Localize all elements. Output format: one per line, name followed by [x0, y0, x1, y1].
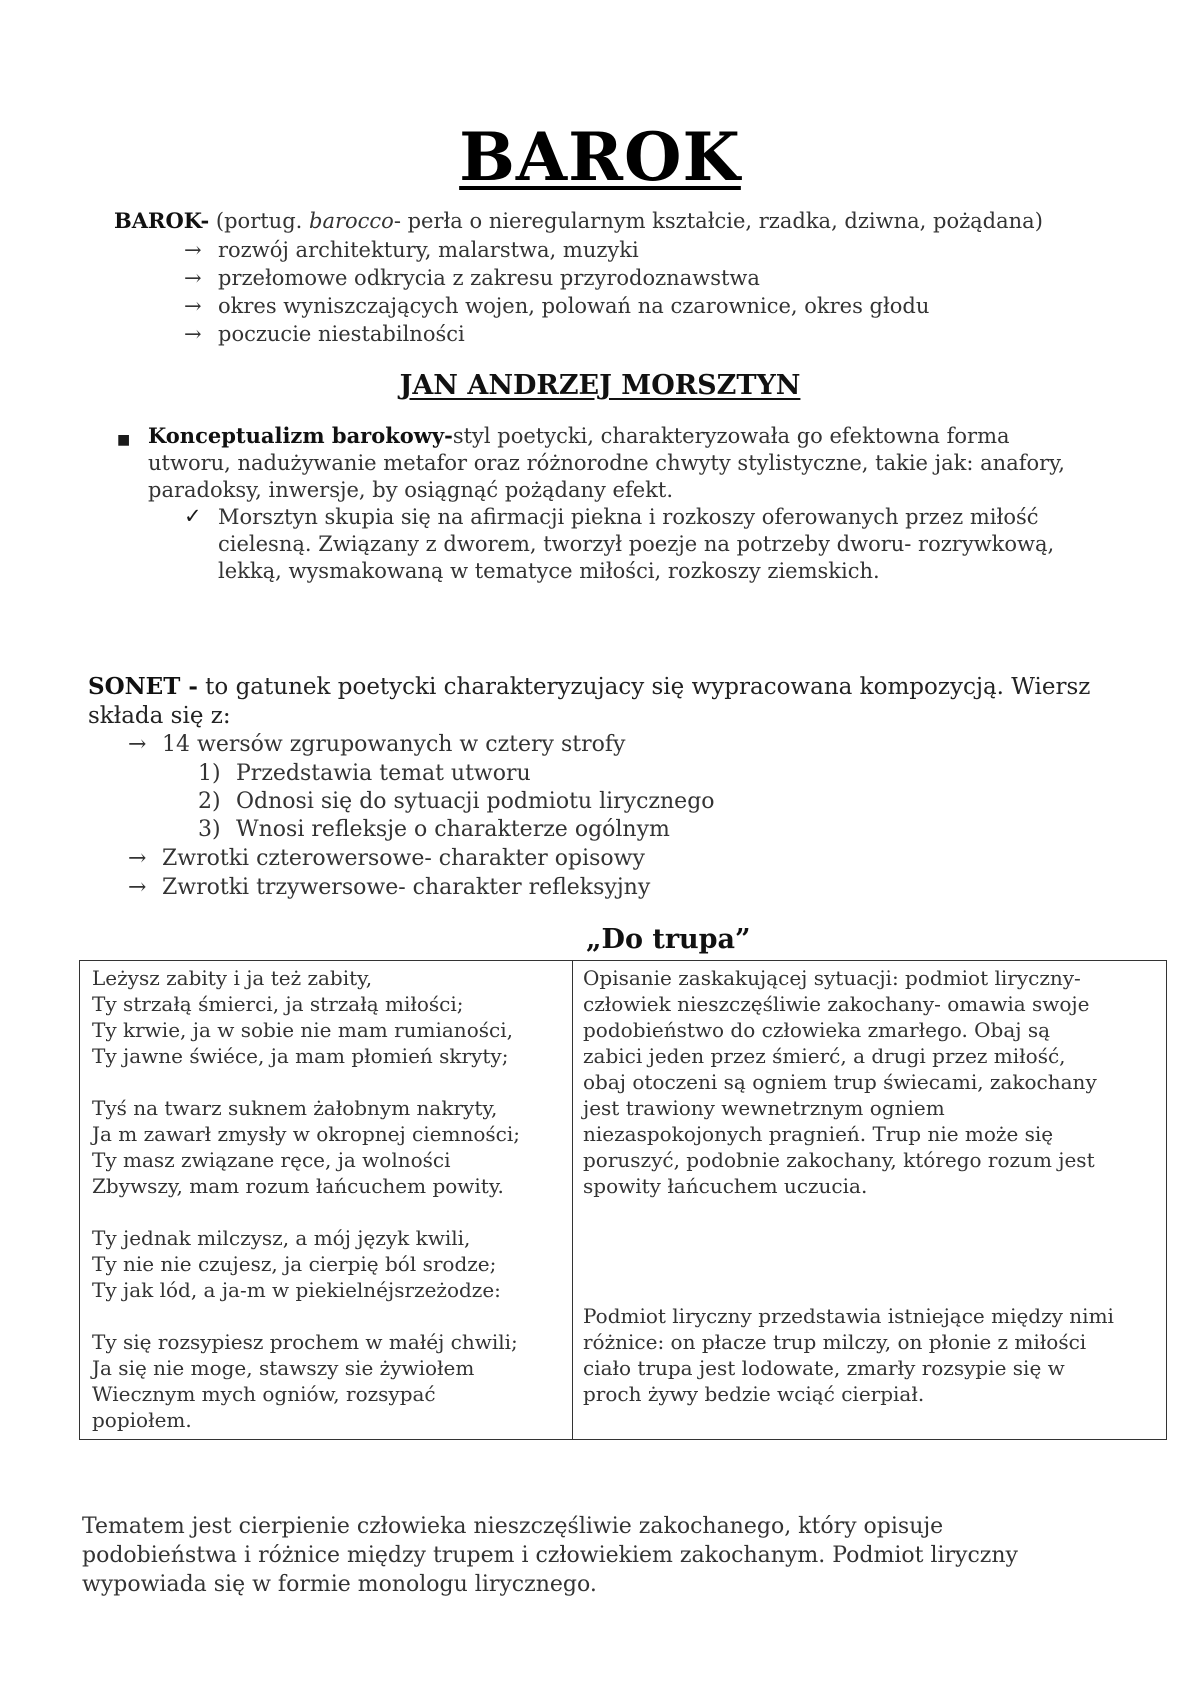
page-title: BAROK: [459, 118, 741, 196]
barok-item: → rozwój architektury, malarstwa, muzyki: [184, 238, 639, 262]
arrow-icon: →: [128, 875, 147, 900]
barok-definition-text: - perła o nieregularnym kształcie, rzadka, dziwna, pożądana): [393, 209, 1043, 233]
arrow-icon: →: [128, 732, 147, 757]
arrow-icon: →: [184, 294, 202, 318]
section-heading-morsztyn: JAN ANDRZEJ MORSZTYN: [399, 370, 801, 401]
barok-paren: (portug.: [215, 209, 309, 233]
sonet-numbered-item: 2) Odnosi się do sytuacji podmiotu lirycznego: [198, 789, 715, 814]
summary-paragraph: Tematem jest cierpienie człowieka nieszczęśliwie zakochanego, który opisuje podobieństwa i różnice między trupem i człowiekiem zakochanym. Podmiot liryczny wypowiada się w formie monologu lirycznego.: [82, 1514, 1018, 1597]
sonet-definition: SONET - to gatunek poetycki charakteryzujacy się wypracowana kompozycją. Wiersz: [88, 673, 1091, 700]
stanza: Ty jednak milczysz, a mój język kwili, Ty nie nie czujesz, ja cierpię ból srodze; Ty jak lód, a ja-m w piekielnéjsrzeżodze:: [92, 1226, 501, 1302]
concept-term: Konceptualizm barokowy-: [148, 423, 453, 448]
stanza: Ty się rozsypiesz prochem w małéj chwili; Ja się nie moge, stawszy sie żywiołem Wiecznym mych ogniów, rozsypać popiołem.: [92, 1330, 518, 1432]
arrow-icon: →: [184, 266, 202, 290]
barok-item: → przełomowe odkrycia z zakresu przyrodoznawstwa: [184, 266, 760, 290]
arrow-icon: →: [128, 846, 147, 871]
sonet-item: → Zwrotki czterowersowe- charakter opisowy: [128, 846, 645, 871]
barok-definition: [114, 207, 1043, 235]
check-icon: ✓: [184, 504, 202, 528]
sonet-term: SONET -: [88, 673, 198, 700]
sonet-item: → Zwrotki trzywersowe- charakter refleksyjny: [128, 875, 651, 900]
analysis-part-1: Opisanie zaskakującej sytuacji: podmiot liryczny- człowiek nieszczęśliwie zakochany- omawia swoje podobieństwo do człowieka zmarłego. Obaj są zabici jeden przez śmierć, a drugi przez miłość, obaj otoczeni są ogniem trup świecami, zakochany jest trawiony wewnetrznym ogniem niezaspokojonych pragnień. Trup nie może się poruszyć, podobnie zakochany, którego rozum jest spowity łańcuchem uczucia.: [583, 966, 1097, 1198]
morsztyn-note: Morsztyn skupia się na afirmacji piekna i rozkoszy oferowanych przez miłość cielesną. Związany z dworem, tworzył poezje na potrzeby dworu- rozrywkową, lekką, wysmakowaną w tematyce miłości, rozkoszy ziemskich.: [218, 505, 1055, 583]
poem-table: [79, 960, 1167, 1440]
sonet-numbered-item: 3) Wnosi refleksje o charakterze ogólnym: [198, 817, 670, 842]
barok-item: → okres wyniszczających wojen, polowań na czarownice, okres głodu: [184, 294, 930, 318]
sonet-definition-line2: składa się z:: [88, 703, 231, 729]
analysis-part-2: Podmiot liryczny przedstawia istniejące między nimi różnice: on płacze trup milczy, on płonie z miłości ciało trupa jest lodowate, zmarły rozsypie się w proch żywy bedzie wciąć cierpiał.: [583, 1304, 1114, 1406]
arrow-icon: →: [184, 238, 202, 262]
stanza: Tyś na twarz suknem żałobnym nakryty, Ja m zawarł zmysły w okropnej ciemności; Ty masz związane ręce, ja wolności Zbywszy, mam rozum łańcuchem powity.: [92, 1096, 520, 1198]
concept-paragraph: Konceptualizm barokowy-styl poetycki, charakteryzowała go efektowna forma utworu, nadużywanie metafor oraz różnorodne chwyty stylistyczne, takie jak: anafory, paradoksy, inwersje, by osiągnąć pożądany efekt.: [148, 423, 1065, 502]
poem-title: „Do trupa”: [586, 924, 751, 955]
poem-analysis-cell: [573, 961, 1167, 1440]
arrow-icon: →: [184, 322, 202, 346]
barok-item: → poczucie niestabilności: [184, 322, 465, 346]
barok-term: BAROK-: [114, 208, 210, 233]
stanza: Leżysz zabity i ja też zabity, Ty strzałą śmierci, ja strzałą miłości; Ty krwie, ja w sobie nie mam rumianości, Ty jawne świéce, ja mam płomień skryty;: [92, 966, 513, 1068]
bullet-icon: ■: [117, 432, 131, 448]
sonet-item: → 14 wersów zgrupowanych w cztery strofy: [128, 732, 626, 757]
sonet-numbered-item: 1) Przedstawia temat utworu: [198, 761, 531, 786]
barok-term-italic: barocco: [309, 209, 394, 233]
poem-text-cell: [80, 961, 573, 1440]
